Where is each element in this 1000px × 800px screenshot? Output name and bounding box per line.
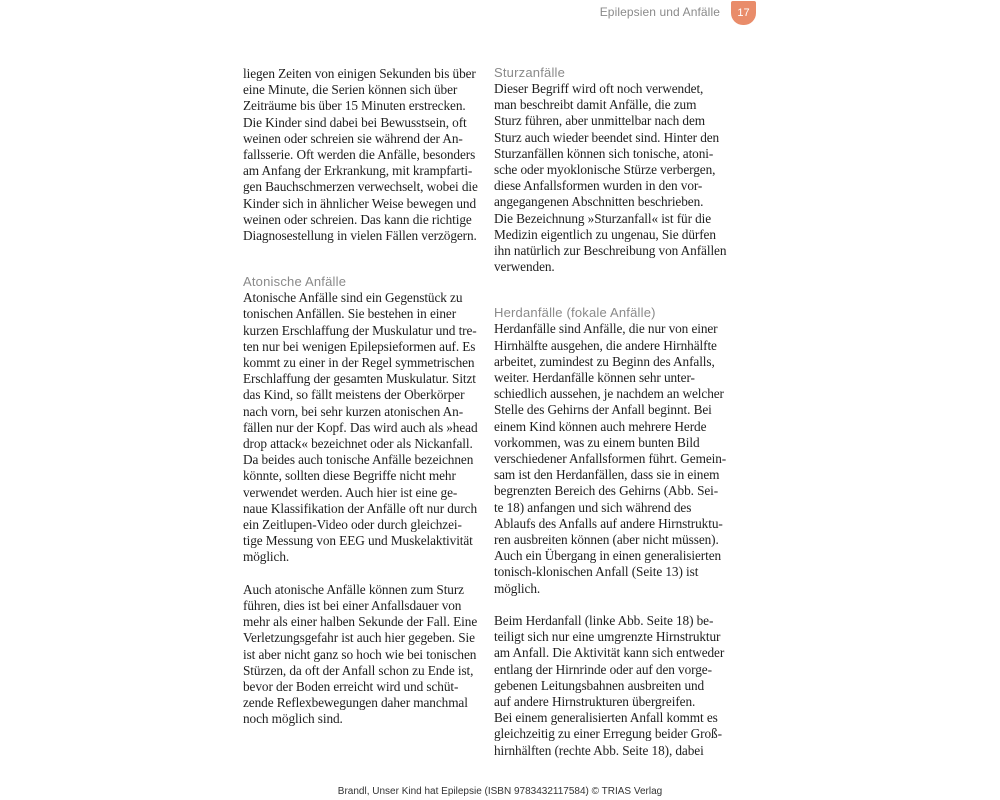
section-heading-sturzanfaelle: Sturzanfälle xyxy=(494,65,566,80)
section-heading-herdanfaelle: Herdanfälle (fokale Anfälle) xyxy=(494,305,656,321)
atonische-paragraph-1: Atonische Anfälle sind ein Gegenstück zu tonischen Anfällen. Sie bestehen in einer kurzen Erschlaffung der Muskulatur und tre- ten nur bei wenigen Epilepsieformen auf. Es kommt zu einer in der Regel symmetrischen Erschlaffung der gesamten Muskulatur. Sitzt das Kind, so fällt meistens der Oberkörper nach vorn, bei sehr kurzen atonischen An- fällen nur der Kopf. Das wird auch als »head drop attack« bezeichnet oder als Nickanfall. Da beides auch tonische Anfälle bezeichnen könnte, sollten diese Begriffe nicht mehr verwendet werden. Auch hier ist eine ge- naue Klassifikation der Anfälle oft nur durch ein Zeitlupen-Video oder durch gleichzei- tige Messung von EEG und Muskelaktivität möglich. xyxy=(243,290,478,565)
left-column xyxy=(243,66,483,728)
intro-paragraph: liegen Zeiten von einigen Sekunden bis über eine Minute, die Serien können sich über Zeiträume bis über 15 Minuten erstrecken. Die Kinder sind dabei bei Bewusstsein, oft weinen oder schreien sie während der An- fallsserie. Oft werden die Anfälle, besonders am Anfang der Erkrankung, mit krampfarti- gen Bauchschmerzen verwechselt, wobei die Kinder sich in ähnlicher Weise bewegen und weinen oder schreien. Das kann die richtige Diagnosestellung in vielen Fällen verzögern. xyxy=(243,66,478,244)
sturzanfaelle-paragraph: Dieser Begriff wird oft noch verwendet, man beschreibt damit Anfälle, die zum Sturz führen, aber unmittelbar nach dem Sturz auch wieder beendet sind. Hinter den Sturzanfällen können sich tonische, atoni- sche oder myoklonische Stürze verbergen, diese Anfallsformen wurden in den vor- angegangenen Abschnitten beschrieben. Die Bezeichnung »Sturzanfall« ist für die Medizin eigentlich zu ungenau, Sie dürfen ihn natürlich zur Beschreibung von Anfällen verwenden. xyxy=(494,81,727,275)
right-column xyxy=(494,65,734,759)
chapter-title: Epilepsien und Anfälle xyxy=(599,5,720,19)
atonische-paragraph-2: Auch atonische Anfälle können zum Sturz führen, dies ist bei einer Anfallsdauer von mehr als einer halben Sekunde der Fall. Eine Verletzungsgefahr ist auch hier gegeben. Sie ist aber nicht ganz so hoch wie bei tonischen Stürzen, da oft der Anfall schon zu Ende ist, bevor der Boden erreicht wird und schüt- zende Reflexbewegungen daher manchmal noch möglich sind. xyxy=(243,581,478,727)
herdanfaelle-paragraph-1: Herdanfälle sind Anfälle, die nur von einer Hirnhälfte ausgehen, die andere Hirnhälfte arbeitet, zumindest zu Beginn des Anfalls, weiter. Herdanfälle können sehr unter- schiedlich aussehen, je nachdem an welcher Stelle des Gehirns der Anfall beginnt. Bei einem Kind können auch mehrere Herde vorkommen, was zu einem bunten Bild verschiedener Anfallsformen führt. Gemein- sam ist den Herdanfällen, dass sie in einem begrenzten Bereich des Gehirns (Abb. Sei- te 18) anfangen und sich während des Ablaufs des Anfalls auf andere Hirnstruktu- ren ausbreiten können (aber nicht müssen). Auch ein Übergang in einen generalisierten tonisch-klonischen Anfall (Seite 13) ist möglich. xyxy=(494,321,727,596)
section-heading-atonische-anfaelle: Atonische Anfälle xyxy=(243,274,347,290)
page-number-badge: 17 xyxy=(731,1,756,25)
footer-citation: Brandl, Unser Kind hat Epilepsie (ISBN 9783432117584) © TRIAS Verlag xyxy=(337,786,663,797)
herdanfaelle-paragraph-2: Beim Herdanfall (linke Abb. Seite 18) be- teiligt sich nur eine umgrenzte Hirnstruktur am Anfall. Die Aktivität kann sich entweder entlang der Hirnrinde oder auf den vorge- gebenen Leitungsbahnen ausbreiten und auf andere Hirnstrukturen übergreifen. Bei einem generalisierten Anfall kommt es gleichzeitig zu einer Erregung beider Groß- hirnhälften (rechte Abb. Seite 18), dabei xyxy=(494,612,725,758)
